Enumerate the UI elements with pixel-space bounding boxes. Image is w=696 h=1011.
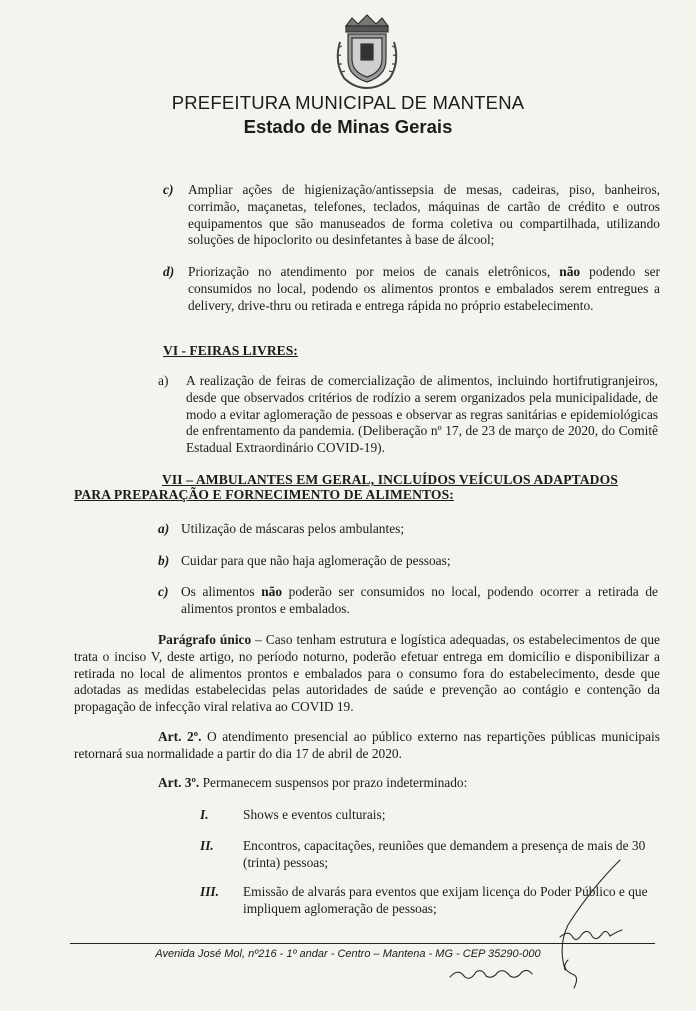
art-2-text: O atendimento presencial ao público externo nas repartições públicas municipais retornará sua normalidade a partir do dia 17 de abril de 2020. <box>74 729 660 761</box>
section-vii-title-line1: VII – AMBULANTES EM GERAL, INCLUÍDOS VEÍCULOS ADAPTADOS <box>162 472 618 487</box>
item-text: Utilização de máscaras pelos ambulantes; <box>181 521 405 536</box>
art-3-text: Permanecem suspensos por prazo indeterminado: <box>199 775 468 790</box>
paragrafo-text: – Caso tenham estrutura e logística adequadas, os estabelecimentos de que trata o inciso V, deste artigo, no período noturno, poderão efetuar entrega em domicílio e disponibilizar a retirada no local de alimentos prontos e embalados para o consumo fora do estabelecimento, desde que adotadas as medidas estabelecidas pelas autoridades de saúde e prevenção ao contágio e contenção da propagação de infecção viral relativa ao COVID 19. <box>74 632 660 715</box>
item-text: Ampliar ações de higienização/antissepsia de mesas, cadeiras, piso, banheiros, corrimão, maçanetas, telefones, teclados, máquinas de cartão de crédito e outros equipamentos que são manuseados de forma coletiva ou compartilhada, utilizando soluções de hipoclorito ou desinfetantes à base de álcool; <box>188 182 660 248</box>
list-item-vii-b <box>158 553 658 570</box>
item-marker: a) <box>158 373 169 388</box>
item-marker: b) <box>158 553 170 568</box>
item-text: Cuidar para que não haja aglomeração de pessoas; <box>181 553 451 568</box>
section-vii-title-line2: PARA PREPARAÇÃO E FORNECIMENTO DE ALIMENTOS: <box>74 487 454 502</box>
footer-divider <box>70 943 655 944</box>
art-3-item-ii-marker: II. <box>200 838 214 853</box>
item-marker: c) <box>163 182 174 197</box>
art-3-item-ii-text: Encontros, capacitações, reuniões que demandem a presença de mais de 30 (trinta) pessoas; <box>243 838 646 870</box>
section-vi-title: VI - FEIRAS LIVRES: <box>163 343 298 358</box>
item-marker: c) <box>158 584 169 599</box>
paragrafo-label: Parágrafo único <box>158 632 252 647</box>
item-text-a: Os alimentos <box>181 584 262 599</box>
handwritten-signature <box>440 850 640 995</box>
item-text-b: poderão ser consumidos no local, podendo ocorrer a retirada de alimentos prontos e embalados. <box>181 584 658 616</box>
list-item-vii-c <box>158 584 658 618</box>
art-3-item-i-text: Shows e eventos culturais; <box>243 807 386 822</box>
art-3-item-iii-text: Emissão de alvarás para eventos que exijam licença do Poder Público e que impliquem aglomeração de pessoas; <box>243 884 648 916</box>
item-text-b: podendo ser consumidos no local, podendo os alimentos prontos e embalados serem entregues a delivery, drive-thru ou retirada e entrega rápida no próprio estabelecimento. <box>188 264 660 313</box>
item-marker: d) <box>163 264 175 279</box>
list-item-v-c <box>163 182 660 249</box>
footer-address: Avenida José Mol, nº216 - 1º andar - Centro – Mantena - MG - CEP 35290-000 <box>155 948 541 960</box>
item-text-a: Priorização no atendimento por meios de canais eletrônicos, <box>188 264 560 279</box>
art-3-label: Art. 3º. <box>158 775 200 790</box>
art-3-item-i-marker: I. <box>200 807 209 822</box>
item-text-bold: não <box>559 264 581 279</box>
item-marker: a) <box>158 521 170 536</box>
art-2-label: Art. 2º. <box>158 729 202 744</box>
coat-of-arms-seal <box>330 12 404 92</box>
header-title: PREFEITURA MUNICIPAL DE MANTENA <box>171 92 525 113</box>
list-item-v-d <box>163 264 660 314</box>
item-text-bold: não <box>261 584 283 599</box>
art-3-item-iii-marker: III. <box>200 884 219 899</box>
list-item-vii-a <box>158 521 658 538</box>
list-item-vi-a <box>158 373 658 457</box>
item-text: A realização de feiras de comercialização de alimentos, incluindo hortifrutigranjeiros, desde que observados critérios de rodízio a serem organizados pela municipalidade, de modo a evitar aglomeração de pessoas e observar as regras sanitárias e epidemiológicas de enfrentamento da pandemia. (Deliberação nº 17, de 23 de março de 2020, do Comitê Estadual Extraordinário COVID-19). <box>186 373 658 456</box>
paragrafo-unico <box>74 632 660 716</box>
art-3 <box>74 775 660 792</box>
header-subtitle: Estado de Minas Gerais <box>243 116 453 137</box>
art-2 <box>74 729 660 763</box>
